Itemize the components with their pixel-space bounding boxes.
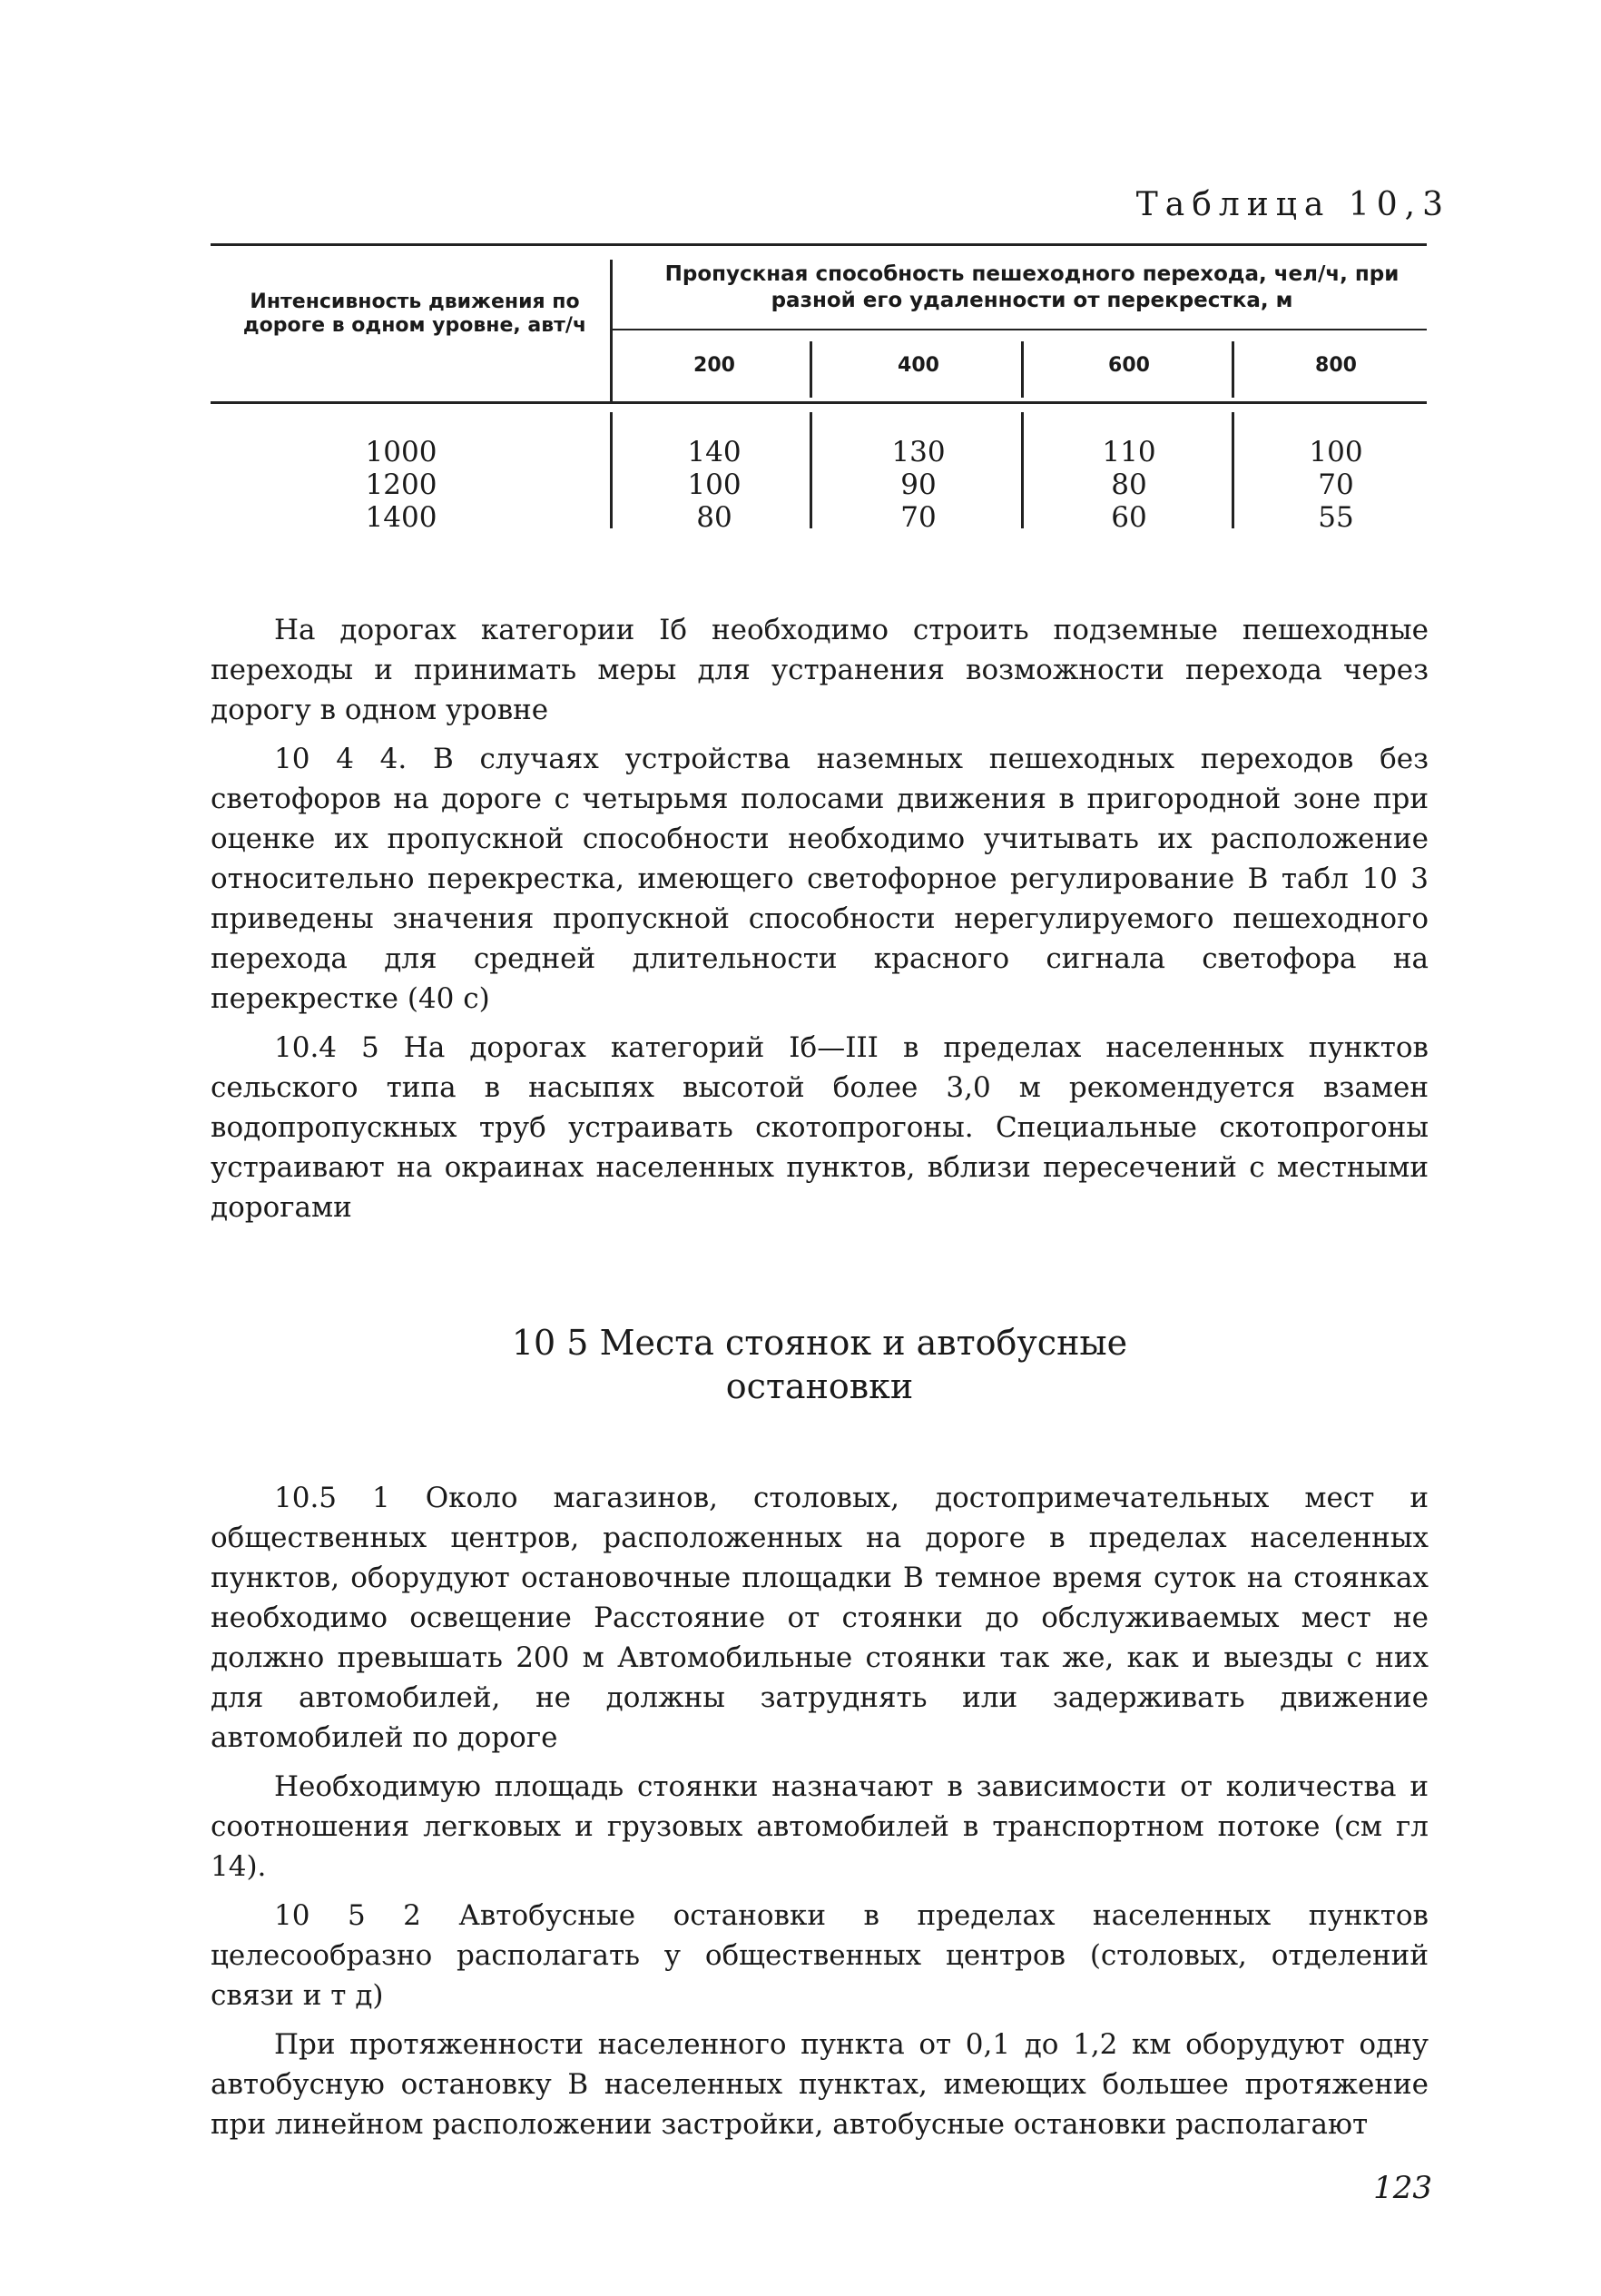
table-col-divider	[1021, 412, 1024, 528]
table-label: Таблица 10,3	[1135, 186, 1450, 223]
distance-header: 200	[693, 354, 735, 377]
distance-header: 400	[898, 354, 939, 377]
table-cell: 55	[1318, 501, 1354, 534]
table-col-divider	[810, 341, 812, 398]
table-col-divider	[1232, 341, 1234, 398]
section-title-line1: 10 5 Места стоянок и автобусные	[511, 1323, 1128, 1363]
table-cell: 1200	[365, 468, 437, 501]
paragraph: 10.4 5 На дорогах категорий Iб—III в пределах населенных пунктов сельского типа в насыпях высотой более 3,0 м рекомендуется взамен водопропускных труб устраивать скотопрогоны. Специальные скотопрогоны устраивают на окраинах населенных пунктов, вблизи пересечений с местными дорогами	[211, 1031, 1429, 1224]
intensity-header: Интенсивность движения по дороге в одном уровне, авт/ч	[242, 291, 587, 337]
table-cell: 110	[1102, 436, 1156, 468]
table-cell: 80	[1111, 468, 1147, 501]
capacity-group-header: Пропускная способность пешеходного перехода, чел/ч, при разной его удаленности от перекрестка, м	[664, 262, 1400, 312]
table-cell: 100	[687, 468, 742, 501]
table-cell: 140	[687, 436, 742, 468]
table-cell: 60	[1111, 501, 1147, 534]
body-text-top	[211, 610, 1429, 1227]
paragraph: На дорогах категории Iб необходимо строить подземные пешеходные переходы и принимать меры для устранения возможности перехода через дорогу в одном уровне	[211, 614, 1429, 726]
table-top-rule	[211, 243, 1427, 246]
paragraph: 10 4 4. В случаях устройства наземных пешеходных переходов без светофоров на дороге с четырьмя полосами движения в пригородной зоне при оценке их пропускной способности необходимо учитывать их расположение относительно перекрестка, имеющего светофорное регулирование В табл 10 3 приведены значения пропускной способности нерегулируемого пешеходного перехода для средней длительности красного сигнала светофора на перекрестке (40 с)	[211, 743, 1429, 1015]
table-cell: 70	[1318, 468, 1354, 501]
paragraph: Необходимую площадь стоянки назначают в зависимости от количества и соотношения легковых и грузовых автомобилей в транспортном потоке (см гл 14).	[211, 1770, 1429, 1883]
distance-header: 600	[1108, 354, 1150, 377]
table-header-rule	[211, 401, 1427, 404]
body-text-bottom	[211, 1478, 1429, 2144]
paragraph: 10 5 2 Автобусные остановки в пределах населенных пунктов целесообразно располагать у общественных центров (столовых, отделений связи и т д)	[211, 1899, 1429, 2012]
table-col-divider	[1021, 341, 1024, 398]
section-title-line2: остановки	[725, 1366, 914, 1406]
table-cell: 90	[900, 468, 937, 501]
paragraph: 10.5 1 Около магазинов, столовых, достопримечательных мест и общественных центров, расположенных на дороге в пределах населенных пунктов, оборудуют остановочные площадки В темное время суток на стоянках необходимо освещение Расстояние от стоянки до обслуживаемых мест не должно превышать 200 м Автомобильные стоянки так же, как и выезды с них для автомобилей, не должны затруднять или задерживать движение автомобилей по дороге	[211, 1482, 1429, 1754]
table-cell: 100	[1309, 436, 1363, 468]
distance-header: 800	[1315, 354, 1357, 377]
section-heading	[211, 1321, 1429, 1408]
table-cell: 1400	[365, 501, 437, 534]
paragraph: При протяженности населенного пункта от 0,1 до 1,2 км оборудуют одну автобусную остановку В населенных пунктах, имеющих большее протяжение при линейном расположении застройки, автобусные остановки располагают	[211, 2028, 1429, 2141]
table-col-divider	[610, 412, 613, 528]
table-cell: 70	[900, 501, 937, 534]
table-cell: 80	[696, 501, 732, 534]
page-number: 123	[1373, 2170, 1432, 2206]
table-col-divider	[810, 412, 812, 528]
table-cell: 130	[891, 436, 946, 468]
table-group-rule	[612, 329, 1427, 330]
table-col-divider	[1232, 412, 1234, 528]
table-cell: 1000	[365, 436, 437, 468]
